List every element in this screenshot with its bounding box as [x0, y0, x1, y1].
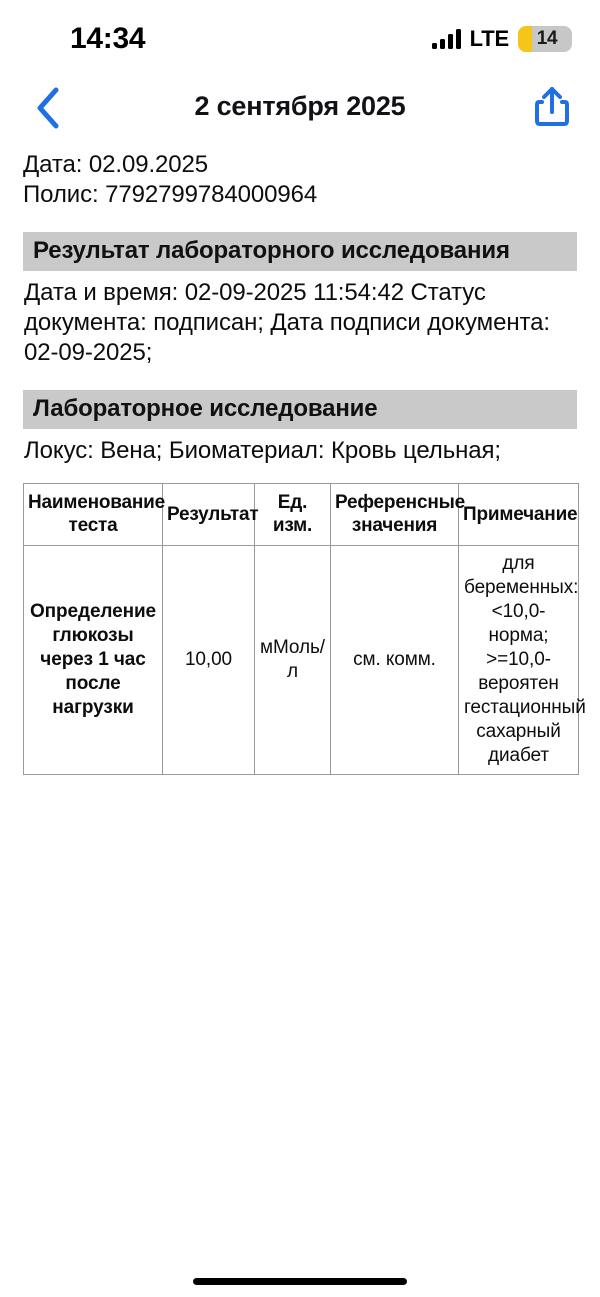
lab-results-table	[23, 483, 586, 775]
status-bar	[0, 0, 600, 68]
battery-icon	[518, 26, 572, 52]
navigation-bar	[0, 72, 600, 142]
cell-note: для беременных: <10,0-норма; >=10,0-вероятен гестационный сахарный диабет	[459, 546, 579, 775]
section-heading-lab-result: Результат лабораторного исследования	[23, 232, 577, 271]
table-row	[24, 546, 579, 775]
lab-results-table-wrapper	[23, 483, 586, 775]
status-bar-clock: 14:34	[70, 22, 146, 55]
cell-reference: см. комм.	[331, 546, 459, 775]
share-icon	[534, 85, 570, 129]
section-body-lab-result: Дата и время: 02-09-2025 11:54:42 Статус документа: подписан; Дата подписи документа: 02-09-2025;	[24, 279, 550, 366]
cell-unit: мМоль/л	[255, 546, 331, 775]
battery-percent-label: 14	[536, 28, 558, 49]
carrier-label: LTE	[469, 26, 509, 51]
home-indicator-bar[interactable]	[193, 1278, 407, 1285]
table-header-test-name: Наименование теста	[24, 484, 163, 546]
cellular-signal-icon	[432, 29, 461, 49]
share-button[interactable]	[526, 80, 578, 134]
table-header-note: Примечание	[459, 484, 579, 546]
document-policy-line: Полис: 7792799784000964	[23, 181, 318, 208]
cell-result: 10,00	[163, 546, 255, 775]
cell-test-name: Определение глюкозы через 1 час после нагрузки	[24, 546, 163, 775]
table-header-reference: Референсные значения	[331, 484, 459, 546]
page-title: 2 сентября 2025	[194, 91, 406, 121]
table-header-row	[24, 484, 579, 546]
document-content	[0, 150, 600, 775]
table-header-result: Результат	[163, 484, 255, 546]
status-bar-indicators	[432, 26, 572, 52]
section-heading-lab-study: Лабораторное исследование	[23, 390, 577, 429]
section-body-lab-study: Локус: Вена; Биоматериал: Кровь цельная;	[24, 437, 501, 464]
document-date-line: Дата: 02.09.2025	[23, 151, 208, 178]
table-header-unit: Ед. изм.	[255, 484, 331, 546]
